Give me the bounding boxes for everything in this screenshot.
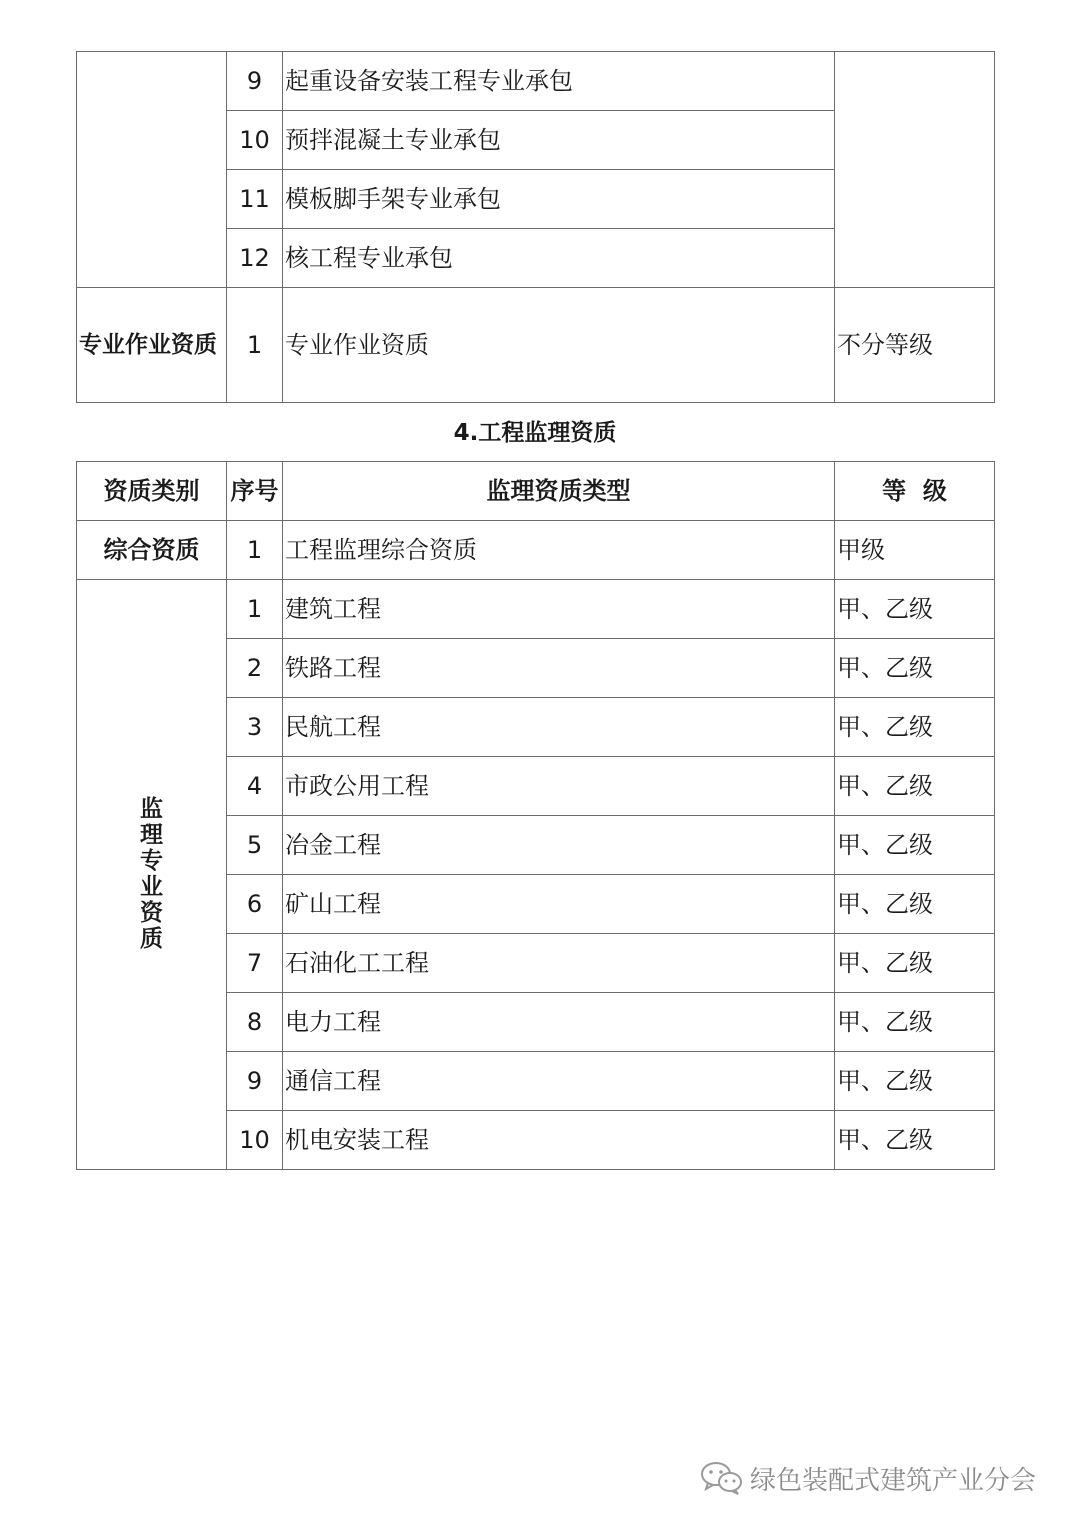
row-number: 9 bbox=[227, 52, 283, 111]
grade-value: 甲、乙级 bbox=[835, 639, 995, 698]
row-number: 5 bbox=[227, 816, 283, 875]
row-number: 3 bbox=[227, 698, 283, 757]
qualification-name: 建筑工程 bbox=[283, 580, 835, 639]
qualification-name: 核工程专业承包 bbox=[283, 229, 835, 288]
grade-value: 甲、乙级 bbox=[835, 993, 995, 1052]
category-label-vertical bbox=[77, 580, 227, 1170]
qualification-name: 专业作业资质 bbox=[283, 288, 835, 403]
grade-value: 不分等级 bbox=[835, 288, 995, 403]
table-row bbox=[77, 288, 995, 403]
row-number: 2 bbox=[227, 639, 283, 698]
category-cell-empty bbox=[77, 52, 227, 288]
table-header-row bbox=[77, 462, 995, 521]
grade-value: 甲、乙级 bbox=[835, 1111, 995, 1170]
specialty-category-text: 监理专业资质 bbox=[140, 796, 163, 952]
qualification-name: 电力工程 bbox=[283, 993, 835, 1052]
header-number: 序号 bbox=[227, 462, 283, 521]
row-number: 1 bbox=[227, 288, 283, 403]
grade-value: 甲、乙级 bbox=[835, 875, 995, 934]
qualification-name: 机电安装工程 bbox=[283, 1111, 835, 1170]
qualification-name: 预拌混凝土专业承包 bbox=[283, 111, 835, 170]
qualification-name: 模板脚手架专业承包 bbox=[283, 170, 835, 229]
qualification-name: 起重设备安装工程专业承包 bbox=[283, 52, 835, 111]
row-number: 11 bbox=[227, 170, 283, 229]
section-title: 4.工程监理资质 bbox=[453, 420, 617, 446]
qualification-name: 矿山工程 bbox=[283, 875, 835, 934]
wechat-icon bbox=[700, 1460, 744, 1496]
category-label: 综合资质 bbox=[77, 521, 227, 580]
header-category: 资质类别 bbox=[77, 462, 227, 521]
table-row bbox=[77, 521, 995, 580]
row-number: 6 bbox=[227, 875, 283, 934]
qualification-name: 铁路工程 bbox=[283, 639, 835, 698]
grade-value: 甲、乙级 bbox=[835, 580, 995, 639]
supervision-qualification-table bbox=[76, 461, 995, 1170]
table-row bbox=[77, 580, 995, 639]
grade-value: 甲、乙级 bbox=[835, 1052, 995, 1111]
qualification-name: 民航工程 bbox=[283, 698, 835, 757]
qualification-name: 石油化工工程 bbox=[283, 934, 835, 993]
row-number: 4 bbox=[227, 757, 283, 816]
header-grade: 等 级 bbox=[835, 462, 995, 521]
grade-value: 甲级 bbox=[835, 521, 995, 580]
grade-value: 甲、乙级 bbox=[835, 934, 995, 993]
row-number: 10 bbox=[227, 1111, 283, 1170]
row-number: 10 bbox=[227, 111, 283, 170]
row-number: 7 bbox=[227, 934, 283, 993]
qualification-name: 市政公用工程 bbox=[283, 757, 835, 816]
qualification-table-continued bbox=[76, 51, 995, 403]
row-number: 1 bbox=[227, 521, 283, 580]
grade-value: 甲、乙级 bbox=[835, 757, 995, 816]
row-number: 8 bbox=[227, 993, 283, 1052]
qualification-name: 通信工程 bbox=[283, 1052, 835, 1111]
category-label: 专业作业资质 bbox=[77, 288, 227, 403]
table-row bbox=[77, 52, 995, 111]
grade-cell-empty bbox=[835, 52, 995, 288]
qualification-name: 冶金工程 bbox=[283, 816, 835, 875]
watermark bbox=[700, 1458, 1036, 1498]
grade-value: 甲、乙级 bbox=[835, 698, 995, 757]
row-number: 1 bbox=[227, 580, 283, 639]
header-type: 监理资质类型 bbox=[283, 462, 835, 521]
grade-value: 甲、乙级 bbox=[835, 816, 995, 875]
watermark-text: 绿色装配式建筑产业分会 bbox=[750, 1465, 1037, 1496]
row-number: 9 bbox=[227, 1052, 283, 1111]
qualification-name: 工程监理综合资质 bbox=[283, 521, 835, 580]
row-number: 12 bbox=[227, 229, 283, 288]
